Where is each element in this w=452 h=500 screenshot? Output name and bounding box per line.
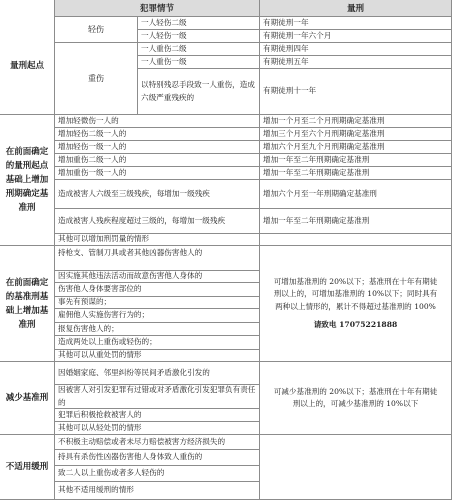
- row-situation: 因被害人对引发犯罪有过错或对矛盾激化引发犯罪负有责任的: [55, 385, 260, 409]
- row-situation: 一人重伤二级: [138, 43, 260, 56]
- category-minor-injury: 轻伤: [55, 17, 138, 43]
- row-situation: 造成被害人残疾程度超过三级的，每增加一级残疾: [55, 209, 260, 234]
- row-situation: 造成两处以上重伤或轻伤的；: [55, 336, 260, 350]
- contact-phone: 请致电 17075221888: [313, 320, 398, 329]
- category-serious-injury: 重伤: [55, 43, 138, 115]
- row-situation: 以特别残忍手段致一人重伤，造成六级严重残疾的: [138, 69, 260, 115]
- row-situation: 增加轻伤二级一人的: [55, 128, 260, 141]
- header-sentence: 量刑: [260, 0, 452, 17]
- section-title: 量刑起点: [0, 17, 55, 115]
- row-situation: 一人轻伤二级: [138, 17, 260, 30]
- row-sentence: 增加一个月至二个月刑期确定基准刑: [260, 115, 452, 128]
- merged-sentence: 可减少基准刑的 20%以下；基准刑在十年有期徒刑以上的，可减少基准刑的 10%以下: [260, 362, 452, 435]
- row-sentence: 增加一年至二年刑期确定基准刑: [260, 167, 452, 180]
- increase-rule-text: 可增加基准刑的 20%以下；基准刑在十年有期徒刑以上的，可增加基准刑的 10%以下；同时具有两种以上情形的，累计不得超过基准刑的 100%: [273, 276, 438, 311]
- merged-sentence-empty: [260, 435, 452, 500]
- row-situation: 犯罪后积极抢救被害人的: [55, 409, 260, 422]
- row-situation: 其他不适用缓刑的情形: [55, 482, 260, 500]
- row-situation: 因实施其他违法活动而故意伤害他人身体的: [55, 271, 260, 283]
- row-sentence: 有期徒刑一年: [260, 17, 452, 30]
- row-sentence: 增加六个月至九个月刑期确定基准刑: [260, 141, 452, 154]
- row-situation: 增加重伤二级一人的: [55, 154, 260, 167]
- section-title: 减少基准刑: [0, 362, 55, 435]
- row-situation: 不积极主动赔偿或者未尽力赔偿被害方经济损失的: [55, 435, 260, 450]
- row-sentence: [260, 234, 452, 246]
- section-title: 不适用缓刑: [0, 435, 55, 500]
- row-situation: 致二人以上重伤或者多人轻伤的: [55, 466, 260, 482]
- section-title: 在前面确定的基准刑基础上增加基准刑: [0, 246, 55, 362]
- row-situation: 雇佣他人实施伤害行为的；: [55, 309, 260, 323]
- row-situation: 增加重伤一级一人的: [55, 167, 260, 180]
- row-situation: 持具有杀伤性凶器伤害他人身体致人重伤的: [55, 450, 260, 466]
- row-situation: 一人重伤一级: [138, 56, 260, 69]
- row-situation: 造成被害人六级至三级残疾，每增加一级残疾: [55, 180, 260, 209]
- row-situation: 其他可以从重处罚的情形: [55, 350, 260, 362]
- row-situation: 增加轻微伤一人的: [55, 115, 260, 128]
- row-situation: 事先有预谋的；: [55, 297, 260, 309]
- row-situation: 一人轻伤一级: [138, 30, 260, 43]
- row-sentence: 有期徒刑一年六个月: [260, 30, 452, 43]
- row-sentence: 有期徒刑十一年: [260, 69, 452, 115]
- row-sentence: 增加六个月至一年刑期确定基准刑: [260, 180, 452, 209]
- row-situation: 其他可以从轻处罚的情形: [55, 422, 260, 435]
- row-situation: 持枪支、管制刀具或者其他凶器伤害他人的: [55, 246, 260, 271]
- row-situation: 其他可以增加刑罚量的情形: [55, 234, 260, 246]
- row-sentence: 增加三个月至六个月刑期确定基准刑: [260, 128, 452, 141]
- row-situation: 增加轻伤一级一人的: [55, 141, 260, 154]
- row-sentence: 增加一年至二年刑期确定基准刑: [260, 154, 452, 167]
- merged-sentence-content: [270, 276, 441, 332]
- section-title: 在前面确定的量刑起点基础上增加刑期确定基准刑: [0, 115, 55, 246]
- merged-sentence: [260, 246, 452, 362]
- row-situation: 报复伤害他人的；: [55, 323, 260, 336]
- row-sentence: 有期徒刑四年: [260, 43, 452, 56]
- header-situation: 犯罪情节: [55, 0, 260, 17]
- row-situation: 伤害他人身体要害部位的: [55, 283, 260, 297]
- row-sentence: 有期徒刑五年: [260, 56, 452, 69]
- row-sentence: 增加一年至二年刑期确定基准刑: [260, 209, 452, 234]
- row-situation: 因婚姻家庭、邻里纠纷等民间矛盾激化引发的: [55, 362, 260, 385]
